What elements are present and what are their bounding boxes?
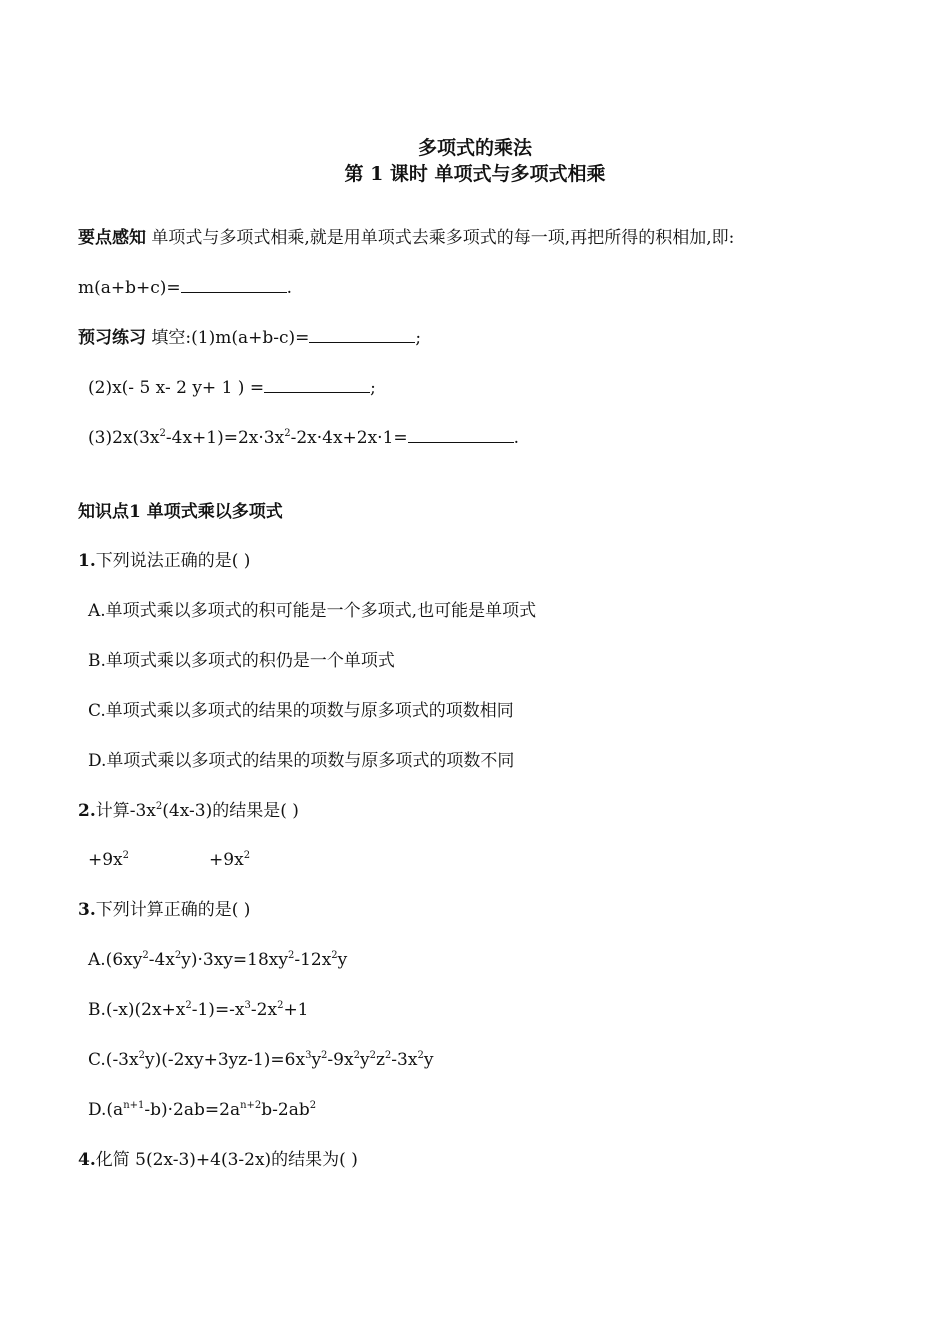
answer-blank[interactable] bbox=[408, 426, 514, 443]
title-block bbox=[0, 135, 950, 187]
question-3-option-d: $D.(a^{n+1}-b)\cdot 2ab=2a^{n+2}b-2ab^2$ bbox=[88, 1100, 317, 1120]
preview-line-1: 预习练习 填空:(1)m(a+b-c)= ; bbox=[78, 328, 422, 348]
page-subtitle: 第 1 课时 单项式与多项式相乘 bbox=[344, 163, 606, 185]
preview-line-2: (2)x(- 5 x- 2 y+ 1 ) = ; bbox=[88, 378, 376, 398]
key-points-formula: m(a+b+c)= bbox=[78, 278, 181, 298]
key-points-label: 要点感知 bbox=[78, 228, 146, 248]
question-2-option-1: $+9x^2$ bbox=[88, 850, 130, 870]
question-1-option-a: A.单项式乘以多项式的积可能是一个多项式,也可能是单项式 bbox=[88, 601, 537, 621]
question-3-stem: 3.下列计算正确的是( ) bbox=[78, 900, 251, 920]
key-points-line bbox=[78, 226, 734, 250]
preview-q1: 填空:(1)m(a+b-c)= bbox=[151, 328, 310, 348]
question-2-stem: 2.计算$-3x^2(4x-3)$的结果是( ) bbox=[78, 801, 299, 821]
question-1-option-d: D.单项式乘以多项式的结果的项数与原多项式的项数不同 bbox=[88, 751, 515, 771]
answer-blank[interactable] bbox=[264, 376, 370, 393]
preview-q2: (2)x(- 5 x- 2 y+ 1 ) = bbox=[88, 378, 265, 398]
answer-blank[interactable] bbox=[309, 326, 415, 343]
key-points-formula-line: m(a+b+c)= . bbox=[78, 278, 293, 298]
question-2-option-2: $+9x^2$ bbox=[209, 850, 251, 870]
question-1-option-c: C.单项式乘以多项式的结果的项数与原多项式的项数相同 bbox=[88, 701, 514, 721]
answer-blank[interactable] bbox=[181, 276, 287, 293]
preview-line-3: $(3)2x(3x^2-4x+1)=2x\cdot 3x^2-2x\cdot 4x+2x\cdot 1=$ . bbox=[88, 428, 520, 448]
question-1-option-b: B.单项式乘以多项式的积仍是一个单项式 bbox=[88, 651, 395, 671]
question-3-option-c: $C.(-3x^2y)(-2xy+3yz-1)=6x^3y^2-9x^2y^2z^2-3x^2y$ bbox=[88, 1050, 434, 1070]
question-2-options bbox=[88, 848, 250, 872]
page-title: 多项式的乘法 bbox=[417, 137, 532, 159]
key-points-text: 单项式与多项式相乘,就是用单项式去乘多项式的每一项,再把所得的积相加,即: bbox=[151, 228, 735, 248]
question-4-stem: 4.化简 5(2x-3)+4(3-2x)的结果为( ) bbox=[78, 1150, 358, 1170]
section-heading: 知识点1 单项式乘以多项式 bbox=[78, 502, 283, 522]
question-3-option-a: $A.(6xy^2-4x^2y)\cdot 3xy=18xy^2-12x^2y$ bbox=[88, 950, 348, 970]
question-1-stem: 1.下列说法正确的是( ) bbox=[78, 551, 251, 571]
question-3-option-b: $B.(-x)(2x+x^2-1)=-x^3-2x^2+1$ bbox=[88, 1000, 309, 1020]
preview-label: 预习练习 bbox=[78, 328, 146, 348]
